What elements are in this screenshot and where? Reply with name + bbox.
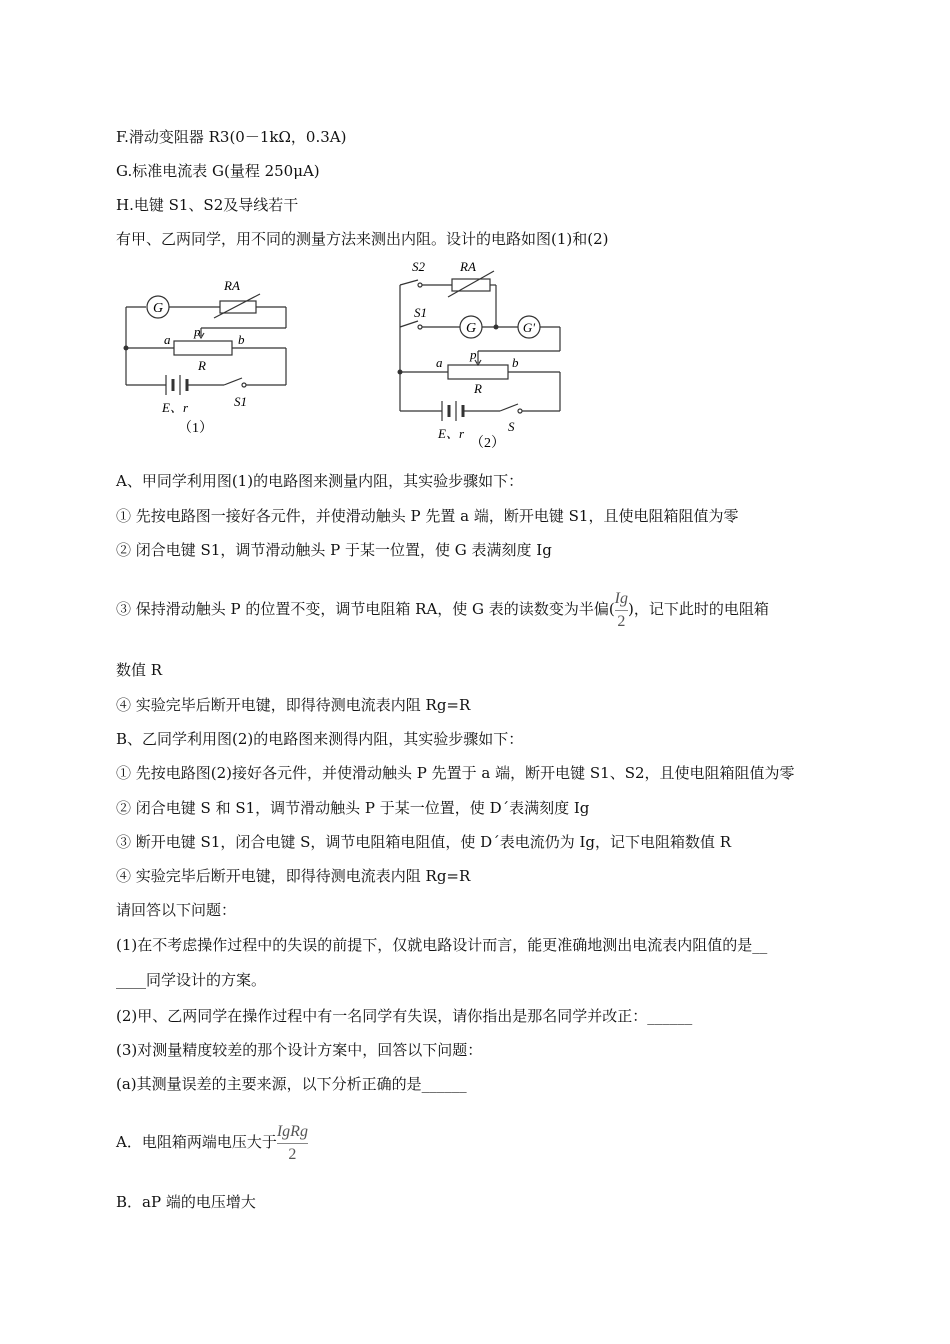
- item-g: G.标准电流表 G(量程 250μA): [116, 162, 320, 180]
- fig2-s1-label: S1: [414, 305, 427, 320]
- fig2-rbox-label: RA: [460, 259, 476, 274]
- partA-title: A、甲同学利用图(1)的电路图来测量内阻，其实验步骤如下：: [116, 472, 524, 490]
- question-3a: (a)其测量误差的主要来源，以下分析正确的是______: [116, 1075, 467, 1093]
- fig1-caption: （1）: [178, 421, 213, 436]
- partA-step3-text-b: )，记下此时的电阻箱: [628, 600, 769, 618]
- fig2-s2-label: S2: [412, 259, 425, 274]
- fig1-a-label: a: [164, 332, 171, 347]
- fig2-b-label: b: [512, 355, 519, 370]
- question-2: (2)甲、乙两同学在操作过程中有一名同学有失误，请你指出是那名同学并改正：______: [116, 1007, 693, 1025]
- partA-step4: ④ 实验完毕后断开电键，即得待测电流表内阻 Rg=R: [116, 696, 471, 714]
- partA-step2: ② 闭合电键 S1，调节滑动触头 P 于某一位置，使 G 表满刻度 Ig: [116, 541, 552, 559]
- fig1-meter-label: G: [152, 301, 164, 316]
- fig1-source-label: E、r: [162, 400, 189, 415]
- option-a: [116, 1110, 308, 1174]
- partA-step1: ① 先按电路图一接好各元件，并使滑动触头 P 先置 a 端，断开电键 S1，且使电阻箱阻值为零: [116, 507, 739, 525]
- fig2-caption: （2）: [470, 436, 505, 451]
- item-h: H.电键 S1、S2及导线若干: [116, 196, 299, 214]
- fig1-switch-label: S1: [234, 394, 247, 409]
- option-a-numerator: IgRg: [276, 1122, 308, 1140]
- circuit-figure-2: [390, 255, 580, 455]
- fig1-p-label: p: [194, 324, 201, 339]
- partB-step3: ③ 断开电键 S1，闭合电键 S，调节电阻箱电阻值，使 D´表电流仍为 Ig，记下电阻箱数值 R: [116, 833, 732, 851]
- fig2-p-label: p: [470, 347, 477, 362]
- fig2-meter2-label: G': [522, 320, 536, 335]
- partB-step4: ④ 实验完毕后断开电键，即得待测电流表内阻 Rg=R: [116, 867, 471, 885]
- fig2-r-label: R: [474, 381, 482, 396]
- question-1-line-1: (1)在不考虑操作过程中的失误的前提下，仅就电路设计而言，能更准确地测出电流表内阻值的是__: [116, 936, 768, 954]
- partA-step3: [116, 577, 769, 641]
- option-a-fraction-bar: [277, 1143, 308, 1144]
- partB-step2: ② 闭合电键 S 和 S1，调节滑动触头 P 于某一位置，使 D´表满刻度 Ig: [116, 799, 590, 817]
- fig1-rbox-label: RA: [224, 278, 240, 293]
- intro-text: 有甲、乙两同学，用不同的测量方法来测出内阻。设计的电路如图(1)和(2): [116, 230, 609, 248]
- half-current-fraction: [615, 590, 628, 631]
- fraction-numerator: Ig: [614, 589, 628, 607]
- option-a-fraction: [277, 1123, 308, 1164]
- option-b: B．aP 端的电压增大: [116, 1193, 256, 1211]
- option-a-denominator: 2: [288, 1145, 297, 1163]
- fraction-denominator: 2: [617, 612, 626, 630]
- fig2-source-label: E、r: [438, 426, 465, 441]
- option-a-text: A．电阻箱两端电压大于: [116, 1133, 277, 1151]
- question-1-line-2: ____同学设计的方案。: [116, 971, 267, 989]
- partB-title: B、乙同学利用图(2)的电路图来测得内阻，其实验步骤如下：: [116, 730, 524, 748]
- partA-step3-text-a: ③ 保持滑动触头 P 的位置不变，调节电阻箱 RA，使 G 表的读数变为半偏(: [116, 600, 615, 618]
- partA-step3-cont: 数值 R: [116, 661, 163, 679]
- fig2-meter-label: G: [465, 321, 477, 336]
- item-f: F.滑动变阻器 R3(0－1kΩ，0.3A): [116, 128, 347, 146]
- fraction-bar: [615, 610, 628, 611]
- fig2-switch-label: S: [508, 419, 515, 434]
- fig2-a-label: a: [436, 355, 443, 370]
- question-3: (3)对测量精度较差的那个设计方案中，回答以下问题：: [116, 1041, 483, 1059]
- circuit-figure-1: [116, 272, 296, 442]
- fig1-r-label: R: [198, 358, 206, 373]
- fig1-b-label: b: [238, 332, 245, 347]
- questions-lead: 请回答以下问题：: [116, 901, 237, 919]
- partB-step1: ① 先按电路图(2)接好各元件，并使滑动触头 P 先置于 a 端，断开电键 S1、S2，且使电阻箱阻值为零: [116, 764, 795, 782]
